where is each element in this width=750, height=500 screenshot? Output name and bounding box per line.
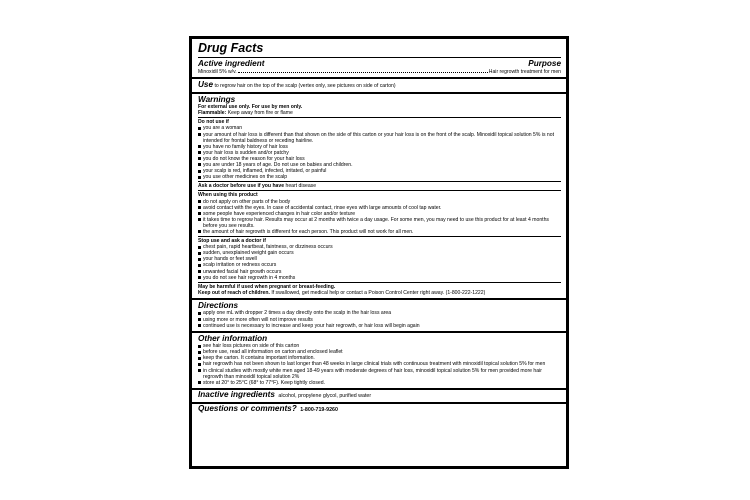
drug-facts-title: Drug Facts — [198, 41, 264, 55]
list-item: the amount of hair regrowth is different for each person. This product will not work for all men. — [198, 229, 561, 235]
list-item: some people have experienced changes in hair color and/or texture — [198, 211, 561, 217]
inactive-ingredients-text: alcohol, propylene glycol, purified water — [278, 392, 372, 399]
list-item: in clinical studies with mostly white men aged 18-49 years with moderate degrees of hair loss, minoxidil topical solution 5% for men provided more hair regrowth than minoxidil topical solution 2% — [198, 368, 561, 380]
purpose-value: Hair regrowth treatment for men — [488, 68, 561, 75]
directions-heading: Directions — [198, 300, 239, 310]
list-item: chest pain, rapid heartbeat, faintness, or dizziness occurs — [198, 244, 561, 250]
use-heading: Use — [198, 79, 214, 89]
list-item: before use, read all information on carton and enclosed leaflet — [198, 349, 561, 355]
list-item: using more or more often will not improve results — [198, 317, 561, 323]
list-item: your hands or feet swell — [198, 256, 561, 262]
use-text: to regrow hair on the top of the scalp (vertex only, see pictures on side of carton) — [214, 82, 396, 89]
list-item: continued use is necessary to increase and keep your hair regrowth, or hair loss will begin again — [198, 323, 561, 329]
list-item: you have no family history of hair loss — [198, 144, 561, 150]
keep-out-text: If swallowed, get medical help or contact a Poison Control Center right away. (1-800-222-1222) — [271, 289, 486, 296]
inactive-ingredients-section — [198, 390, 561, 402]
list-item: you use other medicines on the scalp — [198, 174, 561, 180]
use-section — [198, 79, 561, 92]
divider — [198, 190, 561, 191]
list-item: do not apply on other parts of the body — [198, 199, 561, 205]
questions-heading: Questions or comments? — [198, 403, 297, 413]
list-item: unwanted facial hair growth occurs — [198, 269, 561, 275]
list-item: you do not see hair regrowth in 4 months — [198, 275, 561, 281]
active-ingredient-value: Minoxidil 5% w/v. — [198, 68, 237, 75]
divider — [198, 181, 561, 182]
directions-list — [198, 310, 561, 328]
when-using-heading: When using this product — [198, 192, 258, 199]
purpose-heading: Purpose — [528, 59, 561, 68]
stop-use-list — [198, 244, 561, 281]
flammable-text: Keep away from fire or flame — [227, 110, 293, 117]
ask-doctor-text: heart disease — [285, 183, 317, 190]
flammable-label: Flammable: — [198, 110, 227, 117]
inactive-ingredients-heading: Inactive ingredients — [198, 389, 275, 399]
divider — [198, 57, 561, 58]
active-ingredient-heading: Active ingredient — [198, 59, 265, 68]
questions-phone: 1-800-719-9260 — [300, 406, 338, 413]
keep-out-warning — [198, 290, 561, 296]
other-information-section — [198, 333, 561, 388]
list-item: avoid contact with the eyes. In case of accidental contact, rinse eyes with large amounts of cool tap water. — [198, 205, 561, 211]
list-item: your scalp is red, inflamed, infected, irritated, or painful — [198, 168, 561, 174]
flammable-warning — [198, 110, 561, 116]
ask-doctor-warning — [198, 183, 561, 189]
ask-doctor-label: Ask a doctor before use if you have — [198, 183, 285, 190]
other-information-heading: Other information — [198, 333, 268, 343]
list-item: you are a woman — [198, 125, 561, 131]
list-item: you do not know the reason for your hair loss — [198, 156, 561, 162]
list-item: hair regrowth has not been shown to last longer than 48 weeks in large clinical trials with continuous treatment with minoxidil topical solution 5% for men — [198, 361, 561, 367]
list-item: your amount of hair loss is different than that shown on the side of this carton or your hair loss is on the front of the scalp. Minoxidil topical solution 5% is not intended for frontal baldness or receding hairline. — [198, 132, 561, 144]
do-not-use-heading: Do not use if — [198, 119, 229, 126]
dot-leader — [238, 69, 488, 74]
list-item: apply one mL with dropper 2 times a day directly onto the scalp in the hair loss area — [198, 310, 561, 316]
external-use-warning: For external use only. For use by men only. — [198, 104, 303, 111]
questions-section — [198, 404, 561, 416]
drug-facts-panel — [189, 36, 569, 469]
do-not-use-list — [198, 125, 561, 180]
warnings-section — [198, 94, 561, 298]
directions-section — [198, 300, 561, 331]
list-item: keep the carton. It contains important information. — [198, 355, 561, 361]
other-information-list — [198, 343, 561, 386]
list-item: sudden, unexplained weight gain occurs — [198, 250, 561, 256]
when-using-list — [198, 199, 561, 236]
pregnancy-warning: May be harmful if used when pregnant or breast-feeding. — [198, 283, 336, 290]
divider — [198, 282, 561, 283]
divider — [198, 236, 561, 237]
warnings-heading: Warnings — [198, 94, 236, 104]
keep-out-label: Keep out of reach of children. — [198, 289, 270, 296]
list-item: it takes time to regrow hair. Results may occur at 2 months with twice a day usage. For some men, you may need to use this product for at least 4 months before you see results. — [198, 217, 561, 229]
active-ingredient-section — [198, 59, 561, 75]
list-item: see hair loss pictures on side of this carton — [198, 343, 561, 349]
stop-use-heading: Stop use and ask a doctor if — [198, 238, 266, 245]
divider — [198, 117, 561, 118]
list-item: store at 20° to 25°C (68° to 77°F). Keep tightly closed. — [198, 380, 561, 386]
list-item: scalp irritation or redness occurs — [198, 262, 561, 268]
list-item: your hair loss is sudden and/or patchy — [198, 150, 561, 156]
list-item: you are under 18 years of age. Do not use on babies and children. — [198, 162, 561, 168]
